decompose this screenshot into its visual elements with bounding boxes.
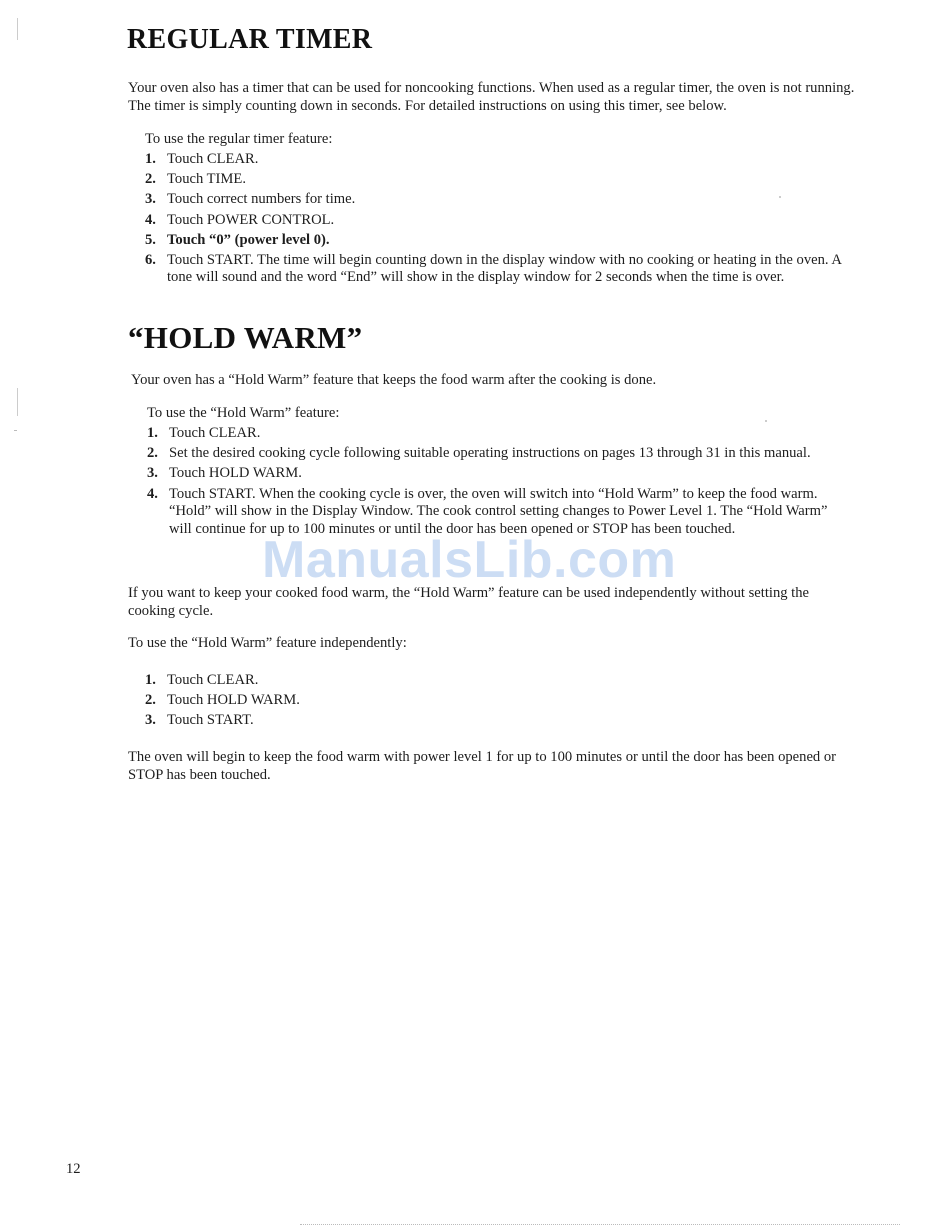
list-item: [145, 672, 745, 690]
scan-speck: [17, 388, 18, 416]
step-number: 2.: [147, 445, 158, 462]
hold-warm-heading: “HOLD WARM”: [128, 320, 363, 355]
step-number: 6.: [145, 251, 156, 268]
step-number: 3.: [145, 712, 156, 729]
list-item: [147, 465, 847, 483]
regular-timer-steps: [145, 151, 863, 290]
regular-timer-intro: Your oven also has a timer that can be used for noncooking functions. When used as a regular timer, the oven is not running. The timer is simply counting down in seconds. For detailed instructions on using this timer, see below.: [128, 80, 855, 114]
scan-speck: [779, 196, 781, 198]
step-text: Touch “0” (power level 0).: [167, 231, 330, 248]
step-number: 1.: [145, 151, 156, 167]
step-number: 3.: [145, 191, 156, 208]
step-number: 1.: [147, 425, 158, 441]
list-item: [147, 445, 847, 463]
step-number: 5.: [145, 231, 156, 248]
list-item: [145, 692, 745, 710]
step-number: 2.: [145, 171, 156, 188]
list-item: [145, 171, 863, 189]
step-number: 3.: [147, 465, 158, 482]
list-item: [145, 151, 863, 169]
page-number: 12: [66, 1161, 81, 1177]
list-item: [145, 712, 745, 730]
step-text: Touch correct numbers for time.: [167, 191, 356, 208]
hold-warm-closing: The oven will begin to keep the food warm with power level 1 for up to 100 minutes or until the door has been opened or STOP has been touched.: [128, 749, 837, 783]
list-item: [145, 252, 863, 287]
step-text: Touch HOLD WARM.: [169, 465, 302, 482]
step-number: 2.: [145, 692, 156, 709]
scan-speck: [14, 430, 17, 431]
hold-warm-lead: To use the “Hold Warm” feature:: [147, 405, 340, 421]
scan-speck: [17, 18, 18, 40]
hold-warm-independent-note: If you want to keep your cooked food warm, the “Hold Warm” feature can be used independently without setting the cooking cycle.: [128, 585, 810, 619]
regular-timer-lead: To use the regular timer feature:: [145, 131, 333, 147]
hold-warm-independent-lead: To use the “Hold Warm” feature independently:: [128, 635, 407, 651]
list-item: [145, 191, 863, 209]
step-text: Touch START. When the cooking cycle is over, the oven will switch into “Hold Warm” to keep the food warm. “Hold” will show in the Display Window. The cook control setting changes to Power Level 1. The “Hold Warm” will continue for up to 100 minutes or until the door has been opened or STOP has been touched.: [169, 485, 828, 537]
step-text: Touch CLEAR.: [169, 425, 261, 441]
step-text: Set the desired cooking cycle following suitable operating instructions on pages 13 through 31 in this manual.: [169, 445, 811, 462]
list-item: [145, 212, 863, 230]
scan-speck: [765, 420, 767, 422]
step-number: 4.: [147, 485, 158, 502]
hold-warm-independent-steps: [145, 672, 745, 733]
list-item: [147, 425, 847, 443]
step-text: Touch CLEAR.: [167, 672, 259, 688]
hold-warm-steps: [147, 425, 847, 541]
step-text: Touch HOLD WARM.: [167, 692, 300, 709]
step-number: 1.: [145, 672, 156, 688]
step-number: 4.: [145, 211, 156, 228]
scan-edge-rule: [300, 1224, 900, 1226]
step-text: Touch START. The time will begin counting down in the display window with no cooking or heating in the oven. A tone will sound and the word “End” will show in the display window for 2 seconds when the time is over.: [167, 251, 842, 286]
step-text: Touch POWER CONTROL.: [167, 211, 335, 228]
regular-timer-heading: REGULAR TIMER: [127, 24, 373, 55]
step-text: Touch START.: [167, 712, 254, 729]
step-text: Touch CLEAR.: [167, 151, 259, 167]
step-text: Touch TIME.: [167, 171, 246, 188]
watermark-text: ManualsLib.com: [262, 531, 677, 589]
hold-warm-intro: Your oven has a “Hold Warm” feature that keeps the food warm after the cooking is done.: [131, 372, 657, 388]
list-item: [145, 232, 863, 250]
